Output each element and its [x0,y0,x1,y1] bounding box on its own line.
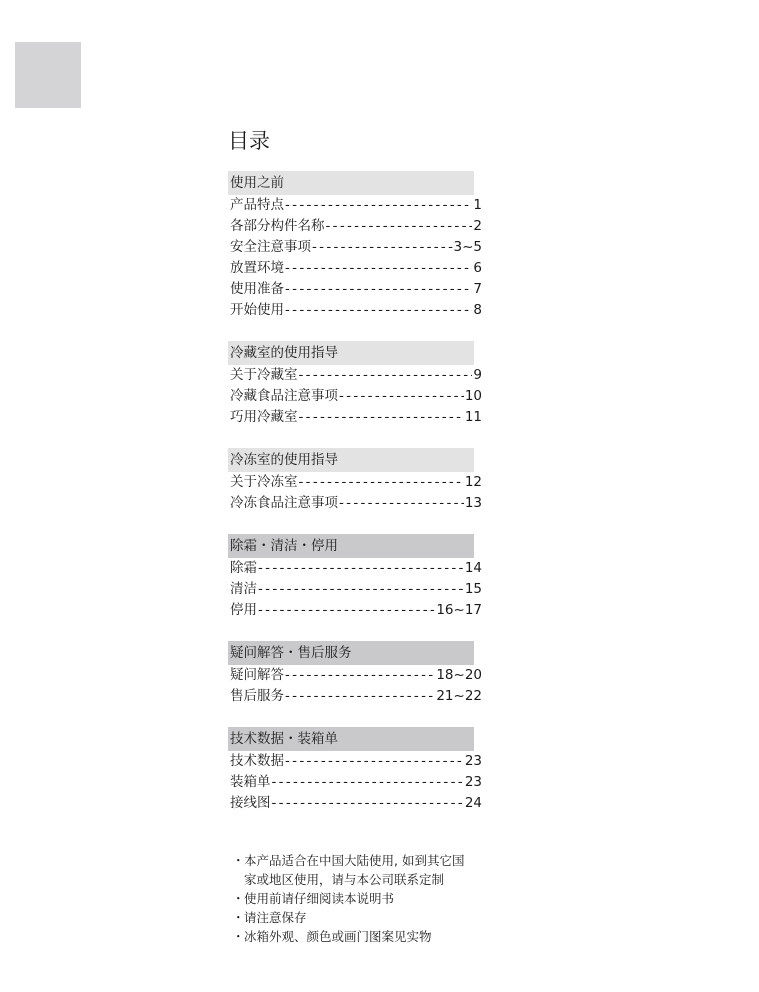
bullet: ・ [232,853,245,868]
toc-entry[interactable] [228,600,482,621]
entry-page: 3~5 [453,239,482,255]
toc-entry[interactable] [228,493,482,514]
toc-entry[interactable] [228,772,482,793]
section-header: 使用之前 [228,171,474,195]
entry-page: 11 [464,409,482,425]
section-freezer [228,448,488,514]
note-text-continued: 家或地区使用，请与本公司联系定制 [244,872,445,887]
dot-leader [285,686,435,707]
section-header: 冷藏室的使用指导 [228,341,474,365]
note-text: 请注意保存 [244,910,307,925]
entry-label: 装箱单 [230,774,271,790]
dot-leader [258,579,464,600]
section-defrost-clean [228,534,488,621]
toc-entry[interactable] [228,237,482,258]
toc-entry[interactable] [228,793,482,814]
dot-leader [258,558,464,579]
section-before-use [228,171,488,321]
dot-leader [339,386,464,407]
section-tech-data [228,727,488,814]
dot-leader [299,472,464,493]
toc-entry[interactable] [228,472,482,493]
dot-leader [285,195,472,216]
entry-label: 巧用冷藏室 [230,409,298,425]
toc-entry[interactable] [228,558,482,579]
toc-entry[interactable] [228,751,482,772]
entry-label: 放置环境 [230,260,284,276]
dot-leader [285,665,435,686]
entry-page: 6 [473,260,482,276]
entry-page: 24 [464,795,482,811]
toc-entry[interactable] [228,258,482,279]
entry-label: 关于冷藏室 [230,367,298,383]
entry-page: 12 [464,474,482,490]
entry-page: 15 [464,581,482,597]
entry-label: 关于冷冻室 [230,474,298,490]
bullet: ・ [232,929,245,944]
toc-entry[interactable] [228,407,482,428]
entry-page: 21~22 [436,688,482,704]
entry-label: 技术数据 [230,753,284,769]
entry-label: 冷冻食品注意事项 [230,495,338,511]
entry-page: 1 [473,197,482,213]
entry-page: 10 [464,388,482,404]
note-text: 使用前请仔细阅读本说明书 [244,891,395,906]
entry-label: 产品特点 [230,197,284,213]
toc-entry[interactable] [228,216,482,237]
note-text: 本产品适合在中国大陆使用, 如到其它国 [244,853,465,868]
entry-page: 9 [473,367,482,383]
note-text: 冰箱外观、颜色或画门图案见实物 [244,929,432,944]
dot-leader [272,793,464,814]
dot-leader [299,365,473,386]
dot-leader [272,772,464,793]
section-faq-service [228,641,488,707]
entry-page: 13 [464,495,482,511]
dot-leader [326,216,473,237]
notes [232,851,532,946]
dot-leader [285,300,472,321]
section-header: 疑问解答・售后服务 [228,641,474,665]
section-header: 冷冻室的使用指导 [228,448,474,472]
dot-leader [258,600,435,621]
page-title: 目录 [228,129,270,153]
dot-leader [312,237,453,258]
toc-entry[interactable] [228,195,482,216]
entry-page: 16~17 [436,602,482,618]
note-item [232,851,532,870]
entry-page: 23 [464,774,482,790]
entry-label: 使用准备 [230,281,284,297]
entry-label: 各部分构件名称 [230,218,325,234]
toc-entry[interactable] [228,665,482,686]
dot-leader [285,258,472,279]
entry-label: 冷藏食品注意事项 [230,388,338,404]
toc-entry[interactable] [228,386,482,407]
dot-leader [299,407,464,428]
toc-entry[interactable] [228,279,482,300]
section-refrigerator [228,341,488,428]
dot-leader [285,751,464,772]
note-item [232,908,532,927]
entry-page: 8 [473,302,482,318]
entry-label: 接线图 [230,795,271,811]
corner-gray-block [15,42,81,108]
section-header: 技术数据・装箱单 [228,727,474,751]
entry-label: 售后服务 [230,688,284,704]
dot-leader [285,279,472,300]
entry-label: 停用 [230,602,257,618]
toc-entry[interactable] [228,579,482,600]
entry-label: 开始使用 [230,302,284,318]
section-header: 除霜・清洁・停用 [228,534,474,558]
toc-entry[interactable] [228,686,482,707]
entry-page: 7 [473,281,482,297]
entry-label: 除霜 [230,560,257,576]
note-item [232,889,532,908]
entry-label: 疑问解答 [230,667,284,683]
entry-label: 安全注意事项 [230,239,311,255]
entry-page: 14 [464,560,482,576]
dot-leader [339,493,464,514]
bullet: ・ [232,891,245,906]
entry-page: 2 [473,218,482,234]
bullet: ・ [232,910,245,925]
entry-label: 清洁 [230,581,257,597]
toc-entry[interactable] [228,365,482,386]
toc-entry[interactable] [228,300,482,321]
entry-page: 23 [464,753,482,769]
entry-page: 18~20 [436,667,482,683]
table-of-contents [228,126,488,834]
note-item [232,927,532,946]
